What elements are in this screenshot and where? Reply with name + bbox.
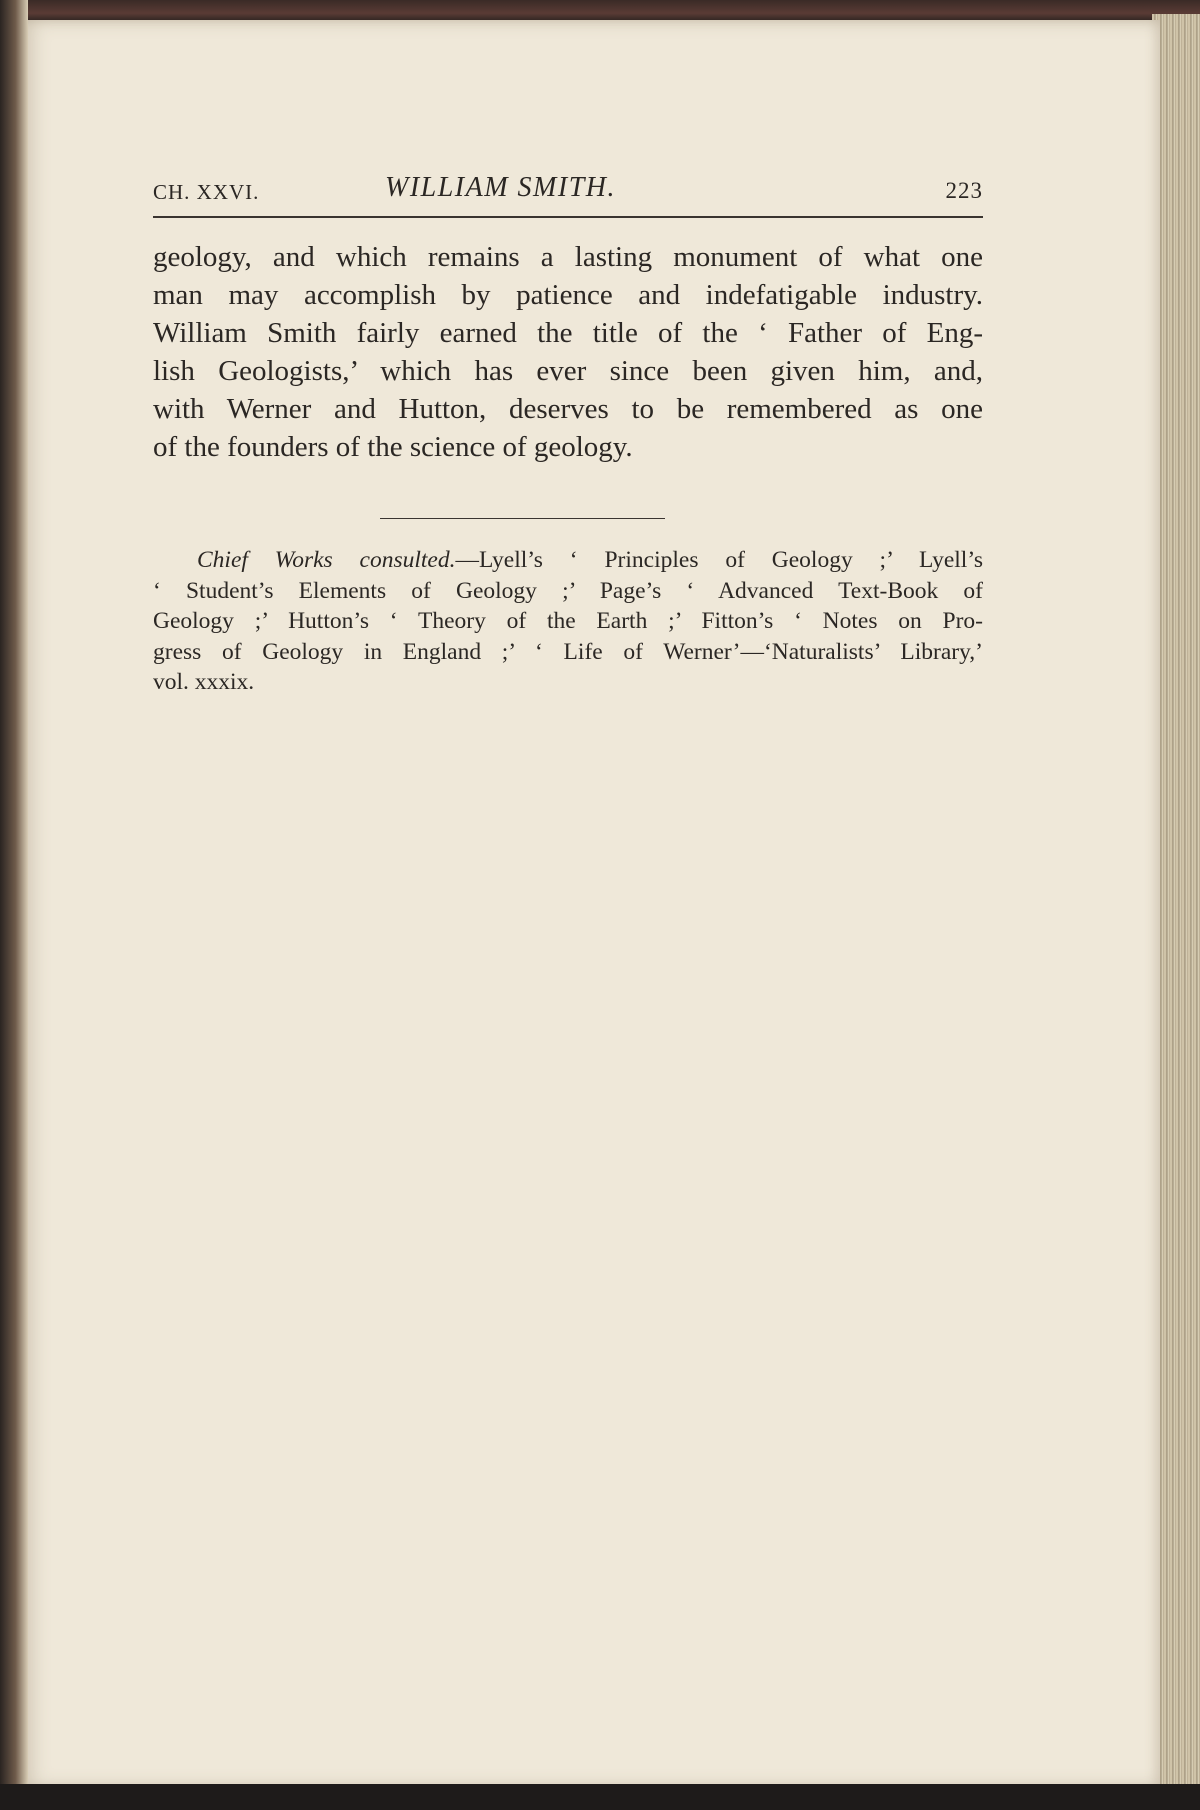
bottom-shadow — [0, 1784, 1200, 1810]
body-line: man may accomplish by patience and indefatigable industry. — [153, 279, 983, 311]
footnote-line — [153, 545, 983, 576]
footnote-line: ‘ Student’s Elements of Geology ;’ Page’s ‘ Advanced Text-Book of — [153, 577, 983, 604]
body-line: of the founders of the science of geology. — [153, 431, 633, 463]
footnote-line: Geology ;’ Hutton’s ‘ Theory of the Earth ;’ Fitton’s ‘ Notes on Pro- — [153, 608, 983, 634]
section-divider — [380, 518, 665, 519]
footnote-line-text: —Lyell’s ‘ Principles of Geology ;’ Lyell’s — [455, 547, 983, 573]
footnote-line: vol. xxxix. — [153, 669, 255, 695]
header-rule — [153, 216, 983, 218]
body-line: lish Geologists,’ which has ever since been given him, and, — [153, 355, 983, 387]
body-line: with Werner and Hutton, deserves to be remembered as one — [153, 393, 983, 425]
top-binding-edge — [0, 0, 1200, 22]
footnote-line: gress of Geology in England ;’ ‘ Life of Werner’—‘Naturalists’ Library,’ — [153, 638, 983, 665]
page-content — [153, 170, 983, 698]
chapter-number: CH. XXVI. — [153, 180, 260, 204]
body-line: William Smith fairly earned the title of the ‘ Father of Eng- — [153, 317, 983, 349]
body-paragraph — [153, 238, 983, 466]
left-binding-edge — [0, 0, 28, 1810]
works-consulted-note — [153, 545, 983, 698]
running-title: WILLIAM SMITH. — [385, 172, 616, 203]
book-page — [20, 20, 1160, 1788]
footnote-label: Chief Works consulted. — [197, 547, 456, 573]
body-line: geology, and which remains a lasting monument of what one — [153, 241, 983, 273]
running-head — [153, 170, 983, 216]
page-number: 223 — [945, 178, 983, 203]
